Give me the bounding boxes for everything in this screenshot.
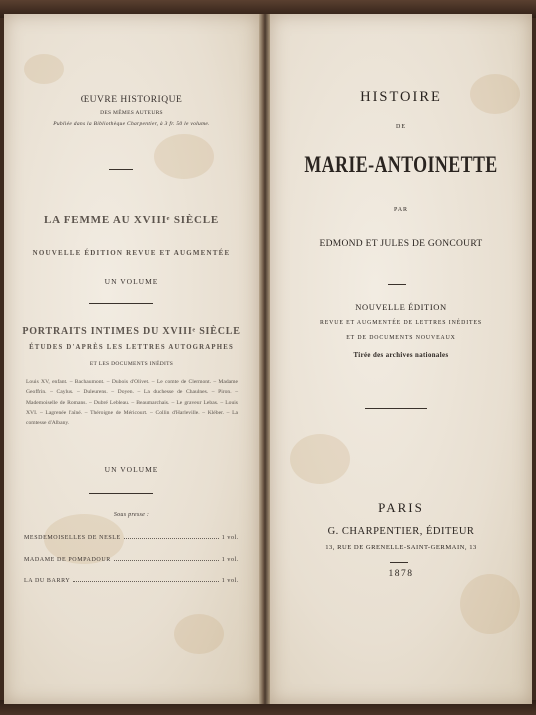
title-histoire: HISTOIRE	[360, 89, 442, 105]
archives-note: Tirée des archives nationales	[353, 352, 449, 359]
series-title: ŒUVRE HISTORIQUE	[80, 95, 183, 105]
divider	[89, 493, 153, 494]
foxing-spot	[154, 134, 214, 179]
authors: EDMOND ET JULES DE GONCOURT	[319, 239, 483, 249]
imprint-address: 13, RUE DE GRENELLE-SAINT-GERMAIN, 13	[325, 544, 477, 551]
divider	[89, 303, 153, 304]
book2-title: PORTRAITS INTIMES DU XVIIIᵉ SIÈCLE	[22, 326, 241, 337]
divider	[390, 562, 408, 563]
book1-title: LA FEMME AU XVIIIᵉ SIÈCLE	[43, 214, 220, 226]
foxing-spot	[174, 614, 224, 654]
forthcoming-item	[24, 534, 239, 541]
forthcoming-item-qty: 1 vol.	[221, 578, 239, 584]
series-note: Publiée dans la Bibliothèque Charpentier, à 3 fr. 50 le volume.	[53, 121, 210, 127]
left-page	[4, 14, 259, 704]
book2-volume: UN VOLUME	[104, 465, 159, 474]
divider	[109, 169, 133, 170]
edition-note-1: REVUE ET AUGMENTÉE DE LETTRES INÉDITES	[319, 320, 483, 326]
main-title: MARIE-ANTOINETTE	[304, 152, 498, 177]
book2-subtitle-2: ET LES DOCUMENTS INÉDITS	[89, 361, 174, 367]
dot-leader	[124, 534, 219, 539]
foxing-spot	[24, 54, 64, 84]
book2-subtitle: ÉTUDES D'APRÈS LES LETTRES AUTOGRAPHES	[29, 344, 234, 351]
book1-volume: UN VOLUME	[104, 277, 159, 286]
divider	[365, 408, 427, 409]
title-de: DE	[396, 124, 406, 130]
forthcoming-label: Sous presse :	[113, 512, 150, 518]
divider	[388, 284, 406, 285]
forthcoming-item-name: MESDEMOISELLES DE NESLE	[24, 535, 121, 541]
forthcoming-item	[24, 577, 239, 584]
book1-edition: NOUVELLE ÉDITION REVUE ET AUGMENTÉE	[32, 249, 231, 257]
forthcoming-item-name: MADAME DE POMPADOUR	[24, 557, 111, 563]
foxing-spot	[460, 574, 520, 634]
title-par: PAR	[393, 207, 409, 213]
imprint-year: 1878	[388, 569, 414, 579]
imprint-city: PARIS	[378, 500, 424, 515]
dot-leader	[73, 577, 218, 582]
imprint-publisher: G. CHARPENTIER, ÉDITEUR	[327, 526, 475, 537]
edition: NOUVELLE ÉDITION	[355, 302, 447, 312]
forthcoming-item-qty: 1 vol.	[221, 535, 239, 541]
forthcoming-item	[24, 556, 239, 563]
book2-contents: Louis XV, enfant. – Bachaumont. – Dubois d'Olivet. – Le comte de Clermont. – Madame Geoffrin. – Caylus. – Duleurens. – Doyen. – La duchesse de Chaulnes. – Piron. – Mademoiselle de Romans. – Dubré Lebleau. – Beaumarchais. – Le graveur Lebas. – Louis XVI. – Lagrenée l'aîné. – Théroigne de Méricourt. – Collin d'Harleville. – Kléber. – La comtesse d'Albany.	[26, 379, 238, 427]
title-page	[270, 14, 532, 704]
foxing-spot	[290, 434, 350, 484]
book-gutter	[259, 14, 270, 704]
forthcoming-item-name: LA DU BARRY	[24, 578, 71, 584]
dot-leader	[114, 556, 219, 561]
forthcoming-item-qty: 1 vol.	[221, 557, 239, 563]
edition-note-2: ET DE DOCUMENTS NOUVEAUX	[346, 335, 456, 341]
series-subtitle: DES MÊMES AUTEURS	[100, 110, 163, 116]
